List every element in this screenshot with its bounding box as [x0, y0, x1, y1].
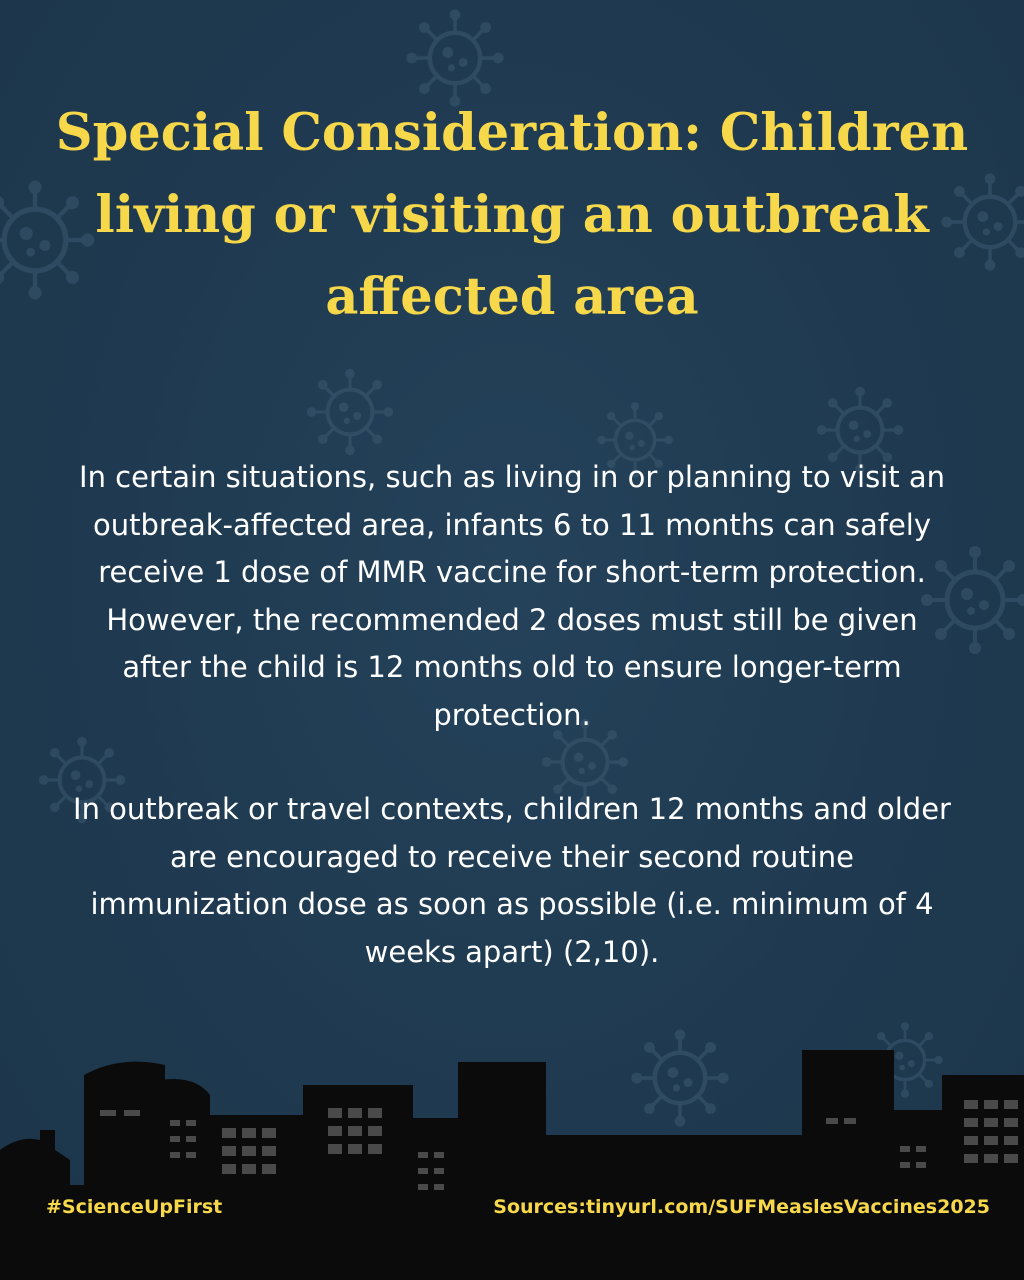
hashtag-label: #ScienceUpFirst	[46, 1196, 223, 1218]
virus-icon	[307, 369, 393, 455]
sources-link[interactable]: Sources:tinyurl.com/SUFMeaslesVaccines2025	[493, 1196, 990, 1218]
city-skyline-illustration	[0, 1040, 1024, 1280]
page-title: Special Consideration: Children living or visiting an outbreak affected area	[55, 103, 969, 327]
body-text	[72, 454, 952, 976]
paragraph-infants: In certain situations, such as living in or planning to visit an outbreak-affected area, infants 6 to 11 months can safely receive 1 dose of MMR vaccine for short-term protection. However, the recommended 2 doses must still be given after the child is 12 months old to ensure longer-term protection.	[79, 460, 945, 732]
paragraph-children: In outbreak or travel contexts, children 12 months and older are encouraged to receive their second routine immunization dose as soon as possible (i.e. minimum of 4 weeks apart) (2,10).	[73, 792, 951, 969]
